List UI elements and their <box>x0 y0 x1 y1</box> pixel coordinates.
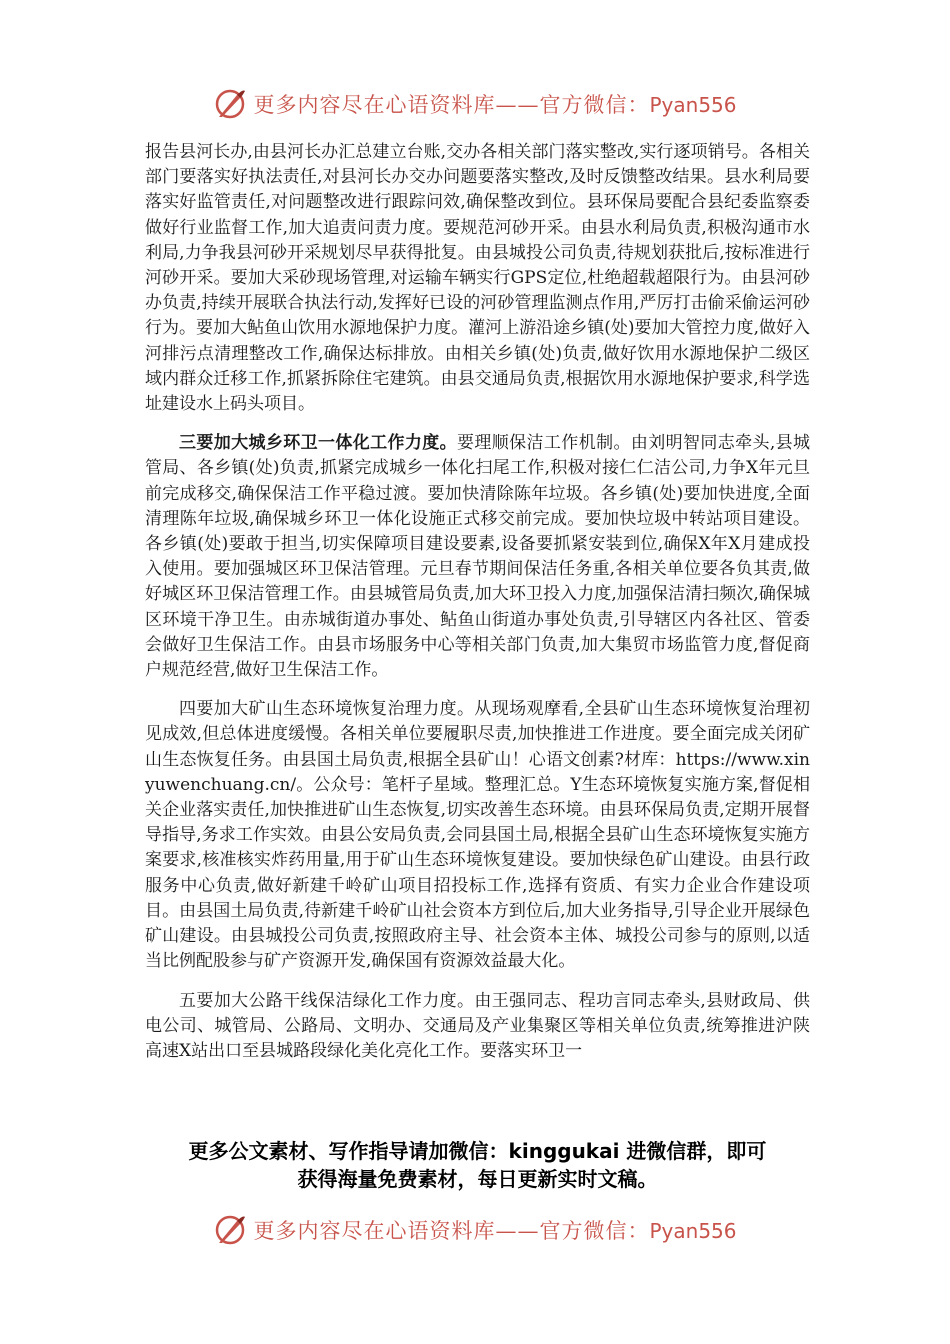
promo-line-2: 获得海量免费素材，每日更新实时文稿。 <box>297 1167 658 1191</box>
paragraph-4: 五要加大公路干线保洁绿化工作力度。由王强同志、程功言同志牵头,县财政局、供电公司、城管局、公路局、文明办、交通局及产业集聚区等相关单位负责,统筹推进沪陕高速X站出口至县城路段绿化美化亮化工作。要落实环卫一 <box>145 990 810 1061</box>
footer-banner <box>0 1210 950 1250</box>
paragraph-1: 报告县河长办,由县河长办汇总建立台账,交办各相关部门落实整改,实行逐项销号。各相关部门要落实好执法责任,对县河长办交办问题要落实整改,及时反馈整改结果。县水利局要落实好监管责任,对问题整改进行跟踪问效,确保整改到位。县环保局要配合县纪委监察委做好行业监督工作,加大追责问责力度。要规范河砂开采。由县水利局负责,积极沟通市水利局,力争我县河砂开采规划尽早获得批复。由县城投公司负责,待规划获批后,按标准进行河砂开采。要加大采砂现场管理,对运输车辆实行GPS定位,杜绝超载超限行为。由县河砂办负责,持续开展联合执法行动,发挥好已设的河砂管理监测点作用,严厉打击偷采偷运河砂行为。要加大鲇鱼山饮用水源地保护力度。灌河上游沿途乡镇(处)要加大管控力度,做好入河排污点清理整改工作,确保达标排放。由相关乡镇(处)负责,做好饮用水源地保护二级区域内群众迁移工作,抓紧拆除住宅建筑。由县交通局负责,根据饮用水源地保护要求,科学选址建设水上码头项目。 <box>145 142 810 415</box>
quill-pen-logo-icon <box>213 87 247 121</box>
paragraph-2-heading: 三要加大城乡环卫一体化工作力度。 <box>179 433 458 454</box>
promo-notice <box>145 1137 810 1193</box>
header-wechat-id: Pyan556 <box>649 93 737 117</box>
header-banner <box>0 84 950 124</box>
document-body <box>145 140 810 1078</box>
quill-pen-logo-icon <box>213 1213 247 1247</box>
promo-line-1: 更多公文素材、写作指导请加微信：kinggukai 进微信群，即可 <box>188 1139 767 1163</box>
footer-banner-text: 更多内容尽在心语资料库——官方微信：Pyan556 <box>253 1219 737 1243</box>
paragraph-3: 四要加大矿山生态环境恢复治理力度。从现场观摩看,全县矿山生态环境恢复治理初见成效,但总体进度缓慢。各相关单位要履职尽责,加快推进工作进度。要全面完成关闭矿山生态恢复任务。由县国土局负责,根据全县矿山！心语文创素?材库：https://www.xinyuwenchuang.cn/。公众号：笔杆子星域。整理汇总。Y生态环境恢复实施方案,督促相关企业落实责任,加快推进矿山生态恢复,切实改善生态环境。由县环保局负责,定期开展督导指导,务求工作实效。由县公安局负责,会同县国土局,根据全县矿山生态环境恢复实施方案要求,核准核实炸药用量,用于矿山生态环境恢复建设。要加快绿色矿山建设。由县行政服务中心负责,做好新建千岭矿山项目招投标工作,选择有资质、有实力企业合作建设项目。由县国土局负责,待新建千岭矿山社会资本方到位后,加大业务指导,引导企业开展绿色矿山建设。由县城投公司负责,按照政府主导、社会资本主体、城投公司参与的原则,以适当比例配股参与矿产资源开发,确保国有资源效益最大化。 <box>145 699 810 972</box>
header-banner-text: 更多内容尽在心语资料库——官方微信：Pyan556 <box>253 93 737 117</box>
footer-wechat-id: Pyan556 <box>649 1219 737 1243</box>
paragraph-2: 三要加大城乡环卫一体化工作力度。要理顺保洁工作机制。由刘明智同志牵头,县城管局、各乡镇(处)负责,抓紧完成城乡一体化扫尾工作,积极对接仁仁洁公司,力争X年元旦前完成移交,确保保洁工作平稳过渡。要加快清除陈年垃圾。各乡镇(处)要加快进度,全面清理陈年垃圾,确保城乡环卫一体化设施正式移交前完成。要加快垃圾中转站项目建设。各乡镇(处)要敢于担当,切实保障项目建设要素,设备要抓紧安装到位,确保X年X月建成投入使用。要加强城区环卫保洁管理。元旦春节期间保洁任务重,各相关单位要各负其责,做好城区环卫保洁管理工作。由县城管局负责,加大环卫投入力度,加强保洁清扫频次,确保城区环境干净卫生。由赤城街道办事处、鲇鱼山街道办事处负责,引导辖区内各社区、管委会做好卫生保洁工作。由县市场服务中心等相关部门负责,加大集贸市场监管力度,督促商户规范经营,做好卫生保洁工作。 <box>145 433 811 681</box>
